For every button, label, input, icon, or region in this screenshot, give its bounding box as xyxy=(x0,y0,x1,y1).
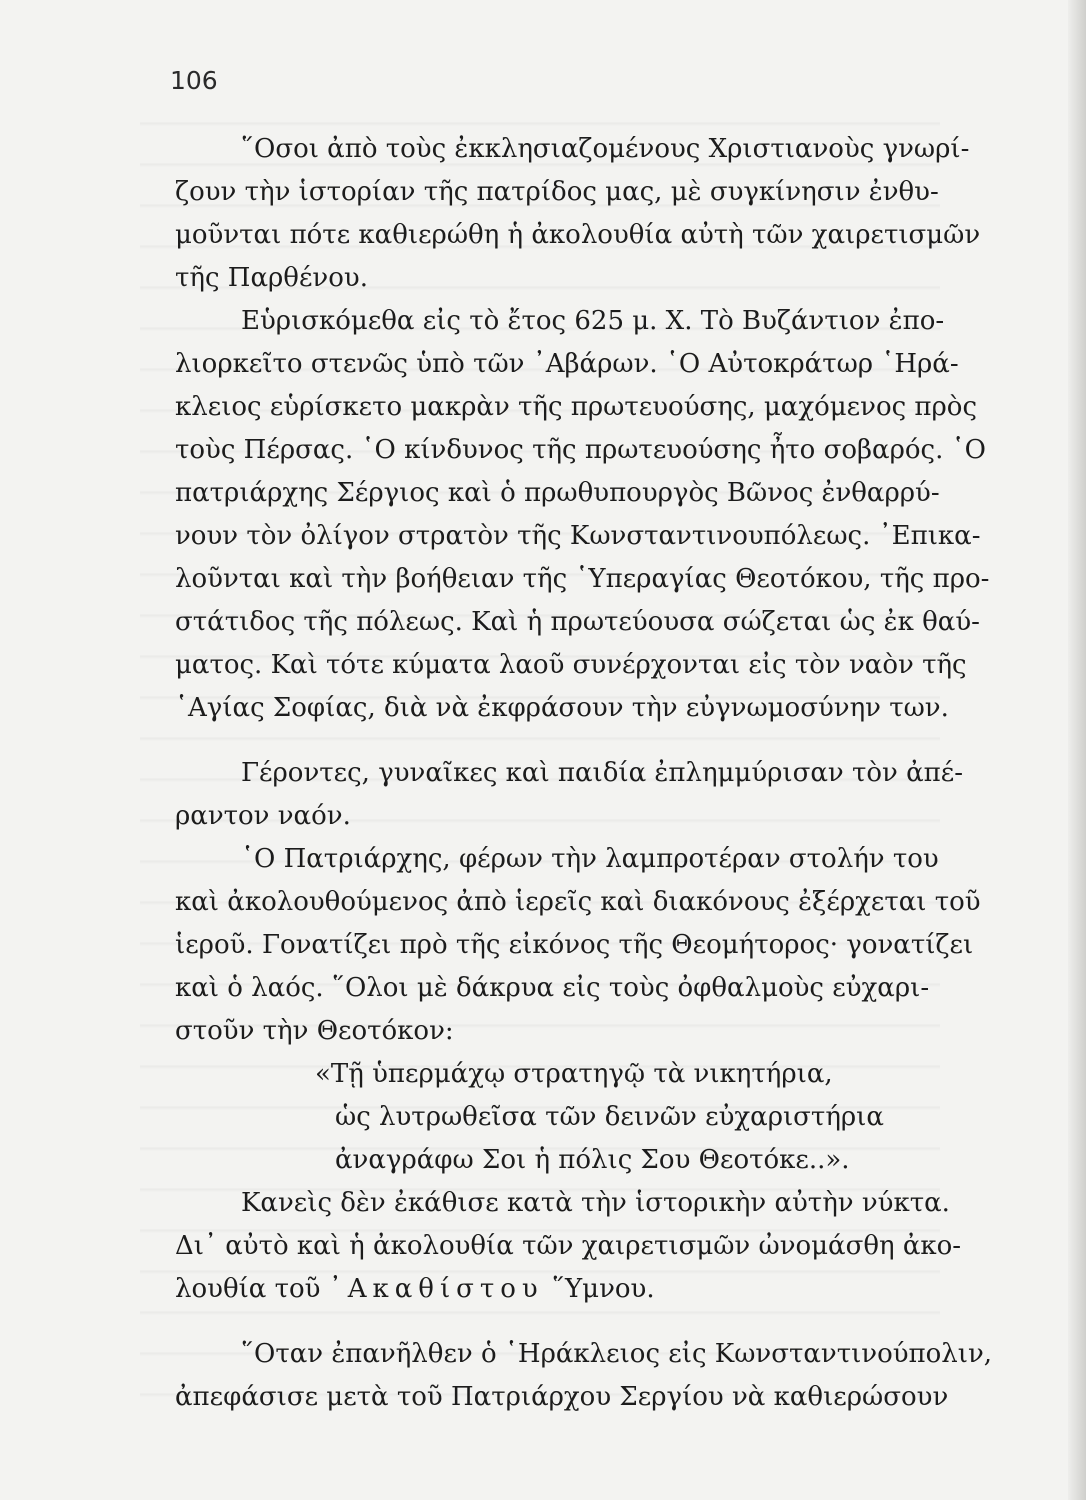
akathist-spaced-title: ᾿Ακαθίστου xyxy=(328,1274,544,1304)
paragraph-2 xyxy=(175,300,990,730)
page-number: 106 xyxy=(170,66,218,95)
text-line: στοῦν τὴν Θεοτόκον: xyxy=(175,1016,454,1046)
text-line: ἱεροῦ. Γονατίζει πρὸ τῆς εἰκόνος τῆς Θεομήτορος· γονατίζει xyxy=(175,930,974,960)
hymn-line: ἀναγράφω Σοι ἡ πόλις Σου Θεοτόκε..». xyxy=(335,1145,850,1175)
text-line: νουν τὸν ὀλίγον στρατὸν τῆς Κωνσταντινουπόλεως. ᾿Επικα- xyxy=(175,521,981,551)
text-line: Κανεὶς δὲν ἐκάθισε κατὰ τὴν ἱστορικὴν αὐτὴν νύκτα. xyxy=(241,1188,950,1218)
text-line: πατριάρχης Σέργιος καὶ ὁ πρωθυπουργὸς Βῶνος ἐνθαρρύ- xyxy=(175,478,940,508)
text-line: ζουν τὴν ἱστορίαν τῆς πατρίδος μας, μὲ συγκίνησιν ἐνθυ- xyxy=(175,177,939,207)
text-line: καὶ ὁ λαός. ῞Ολοι μὲ δάκρυα εἰς τοὺς ὀφθαλμοὺς εὐχαρι- xyxy=(175,973,930,1003)
text-line: ῞Οταν ἐπανῆλθεν ὁ ῾Ηράκλειος εἰς Κωνσταντινούπολιν, xyxy=(241,1339,993,1369)
paragraph-4 xyxy=(175,838,981,1053)
text-line: μοῦνται πότε καθιερώθη ἡ ἀκολουθία αὐτὴ τῶν χαιρετισμῶν xyxy=(175,220,981,250)
text-line: στάτιδος τῆς πόλεως. Καὶ ἡ πρωτεύουσα σώζεται ὡς ἐκ θαύ- xyxy=(175,607,980,637)
text-line: τῆς Παρθένου. xyxy=(175,263,368,293)
text-line: τοὺς Πέρσας. ῾Ο κίνδυνος τῆς πρωτευούσης ἦτο σοβαρός. ῾Ο xyxy=(175,435,986,465)
text-line: Εὑρισκόμεθα εἰς τὸ ἔτος 625 μ. Χ. Τὸ Βυζάντιον ἐπο- xyxy=(241,306,945,336)
hymn-line: «Τῇ ὑπερμάχῳ στρατηγῷ τὰ νικητήρια, xyxy=(315,1059,833,1089)
text-fragment: ῞Υμνου. xyxy=(543,1274,655,1304)
text-line xyxy=(175,1268,903,1311)
text-line: ραντον ναόν. xyxy=(175,801,351,831)
paragraph-5 xyxy=(175,1182,962,1311)
text-line: ματος. Καὶ τότε κύματα λαοῦ συνέρχονται εἰς τὸν ναὸν τῆς xyxy=(175,650,967,680)
text-line: λιορκεῖτο στενῶς ὑπὸ τῶν ᾿Αβάρων. ῾Ο Αὐτοκράτωρ ῾Ηρά- xyxy=(175,349,959,379)
text-line: Γέροντες, γυναῖκες καὶ παιδία ἐπλημμύρισαν τὸν ἀπέ- xyxy=(241,758,963,788)
text-line: κλειος εὑρίσκετο μακρὰν τῆς πρωτευούσης, μαχόμενος πρὸς xyxy=(175,392,978,422)
text-line: λοῦνται καὶ τὴν βοήθειαν τῆς ῾Υπεραγίας Θεοτόκου, τῆς προ- xyxy=(175,564,990,594)
page-edge-shadow xyxy=(1068,0,1086,1500)
paragraph-6 xyxy=(175,1333,993,1419)
body-text xyxy=(175,128,993,1419)
hymn-quote xyxy=(175,1053,903,1182)
hymn-line: ὡς λυτρωθεῖσα τῶν δεινῶν εὐχαριστήρια xyxy=(335,1102,884,1132)
text-line: καὶ ἀκολουθούμενος ἀπὸ ἱερεῖς καὶ διακόνους ἐξέρχεται τοῦ xyxy=(175,887,981,917)
paragraph-3 xyxy=(175,752,963,838)
text-line: ἀπεφάσισε μετὰ τοῦ Πατριάρχου Σεργίου νὰ καθιερώσουν xyxy=(175,1382,949,1412)
text-line: ῾Ο Πατριάρχης, φέρων τὴν λαμπροτέραν στολήν του xyxy=(241,844,939,874)
text-line: ῾Αγίας Σοφίας, διὰ νὰ ἐκφράσουν τὴν εὐγνωμοσύνην των. xyxy=(175,693,949,723)
paragraph-1 xyxy=(175,128,981,300)
text-line: Δι᾿ αὐτὸ καὶ ἡ ἀκολουθία τῶν χαιρετισμῶν ὠνομάσθη ἀκο- xyxy=(175,1231,962,1261)
text-line: ῞Οσοι ἀπὸ τοὺς ἐκκλησιαζομένους Χριστιανοὺς γνωρί- xyxy=(241,134,970,164)
text-fragment: λουθία τοῦ xyxy=(175,1274,329,1304)
